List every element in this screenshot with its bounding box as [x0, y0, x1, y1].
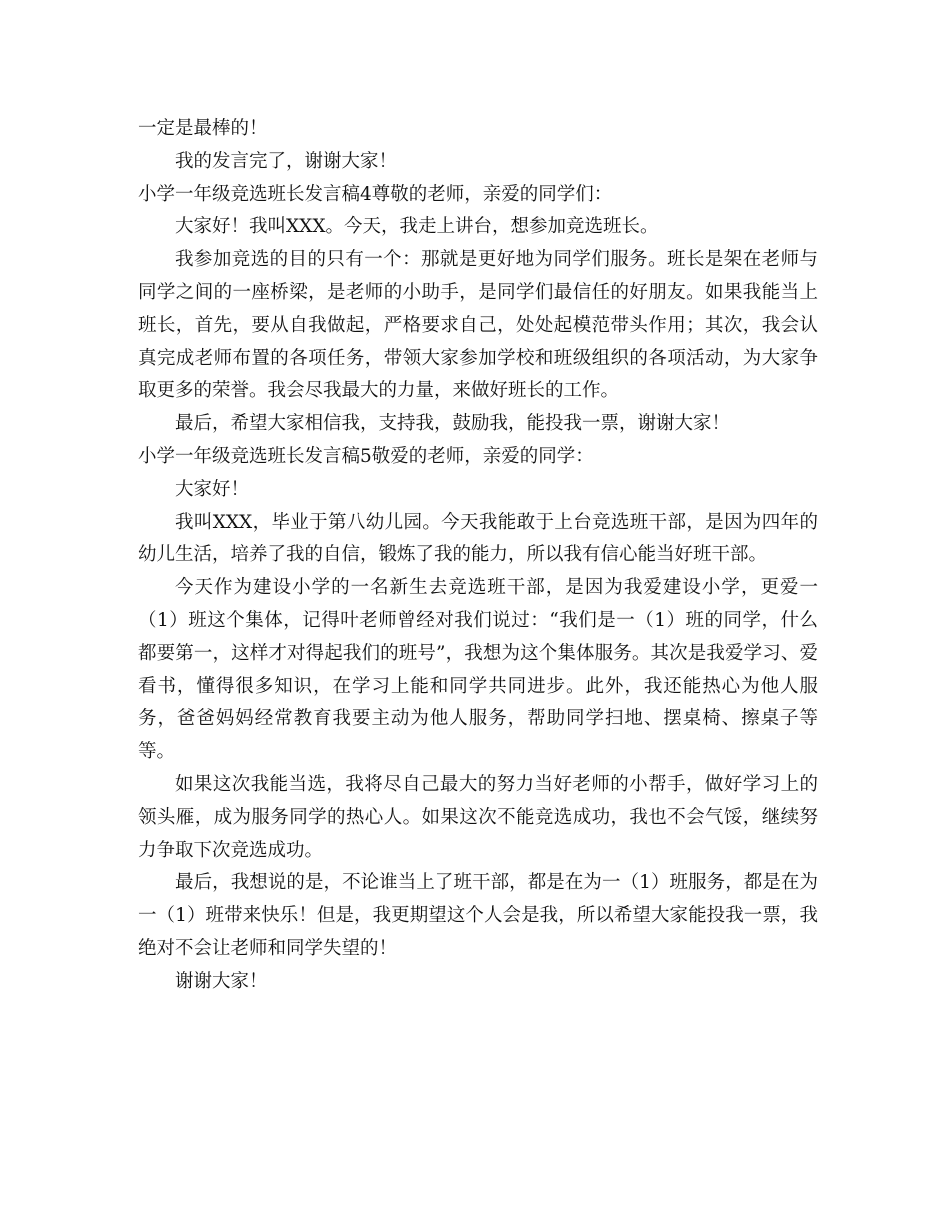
paragraph: 大家好！: [175, 478, 250, 500]
section-heading: 小学一年级竞选班长发言稿5敬爱的老师，亲爱的同学：: [138, 445, 594, 467]
paragraph: 我参加竞选的目的只有一个：那就是更好地为同学们服务。班长是架在老师与同学之间的一座桥梁，是老师的小助手，是同学们最信任的好朋友。如果我能当上班长，首先，要从自我做起，严格要求自己，处处起模范带头作用；其次，我会认真完成老师布置的各项任务，带领大家参加学校和班级组织的各项活动，为大家争取更多的荣誉。我会尽我最大的力量，来做好班长的工作。: [138, 249, 818, 402]
paragraph: 大家好！我叫XXX。今天，我走上讲台，想参加竞选班长。: [175, 216, 659, 238]
paragraph: 最后，我想说的是，不论谁当上了班干部，都是在为一（1）班服务，都是在为一（1）班带来快乐！但是，我更期望这个人会是我，所以希望大家能投我一票，我绝对不会让老师和同学失望的！: [138, 872, 818, 959]
section-heading: 小学一年级竞选班长发言稿4尊敬的老师，亲爱的同学们：: [138, 183, 613, 205]
paragraph: 如果这次我能当选，我将尽自己最大的努力当好老师的小帮手，做好学习上的领头雁，成为服务同学的热心人。如果这次不能竞选成功，我也不会气馁，继续努力争取下次竞选成功。: [138, 773, 818, 861]
paragraph: 我的发言完了，谢谢大家！: [175, 150, 398, 172]
paragraph: 我叫XXX，毕业于第八幼儿园。今天我能敢于上台竞选班干部，是因为四年的幼儿生活，培养了我的自信，锻炼了我的能力，所以我有信心能当好班干部。: [138, 511, 818, 566]
paragraph: 今天作为建设小学的一名新生去竞选班干部，是因为我爱建设小学，更爱一（1）班这个集体，记得叶老师曾经对我们说过：“我们是一（1）班的同学，什么都要第一，这样才对得起我们的班号”，我想为这个集体服务。其次是我爱学习、爱看书，懂得很多知识，在学习上能和同学共同进步。此外，我还能热心为他人服务，爸爸妈妈经常教育我要主动为他人服务，帮助同学扫地、摆桌椅、擦桌子等等。: [138, 577, 818, 763]
paragraph: 谢谢大家！: [175, 970, 268, 992]
document-body: [138, 113, 818, 999]
paragraph: 一定是最棒的！: [138, 118, 268, 139]
paragraph: 最后，希望大家相信我，支持我，鼓励我，能投我一票，谢谢大家！: [175, 413, 731, 435]
